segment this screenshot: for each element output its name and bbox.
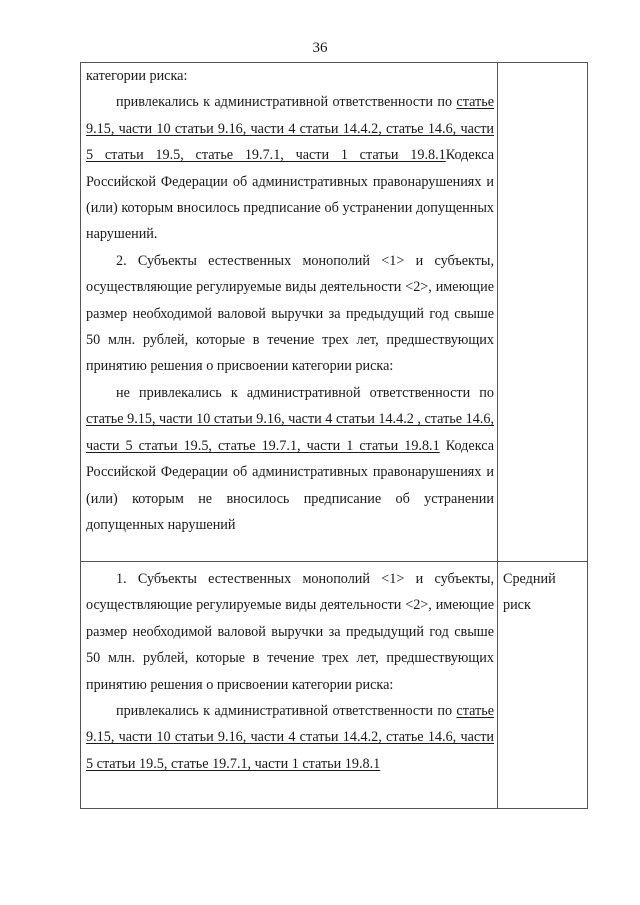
criteria-cell (81, 63, 498, 562)
paragraph (86, 89, 494, 247)
law-reference-link[interactable]: статье 9.15, части 10 статьи 9.16, части 4 статьи 14.4.2, статье 14.6, части 5 статьи 19.5, статье 19.7.1, части 1 статьи 19.8.1 (86, 94, 494, 164)
paragraph-text: привлекались к административной ответственности по (116, 94, 457, 111)
paragraph: 2. Субъекты естественных монополий <1> и субъекты, осуществляющие регулируемые виды деятельности <2>, имеющие размер необходимой валовой выручки за предыдущий год свыше 50 млн. рублей, которые в течение трех лет, предшествующих принятию решения о присвоении категории риска: (86, 252, 494, 375)
law-reference-link[interactable]: статье 9.15, части 10 статьи 9.16, части 4 статьи 14.4.2 , статье 14.6, части 5 статьи 19.5, статье 19.7.1, части 1 статьи 19.8.1 (86, 411, 494, 454)
risk-category-cell (498, 562, 588, 809)
law-reference-link[interactable]: статье 9.15, части 10 статьи 9.16, части 4 статьи 14.4.2, статье 14.6, части 5 статьи 19.5, статье 19.7.1, части 1 статьи 19.8.1 (86, 703, 494, 772)
risk-category (503, 63, 584, 67)
paragraph-text: привлекались к административной ответственности по (116, 703, 457, 720)
paragraph (86, 380, 494, 538)
paragraph-text: Кодекса Российской Федерации об административных правонарушениях и (или) которым вносилось предписание об устранении допущенных нарушений. (86, 147, 494, 243)
criteria-table (80, 62, 588, 809)
risk-category: Средний риск (503, 571, 556, 614)
paragraph (86, 698, 494, 777)
paragraph: 1. Субъекты естественных монополий <1> и субъекты, осуществляющие регулируемые виды деятельности <2>, имеющие размер необходимой валовой выручки за предыдущий год свыше 50 млн. рублей, которые в течение трех лет, предшествующих принятию решения о присвоении категории риска: (86, 571, 494, 693)
table-row (81, 63, 588, 562)
page-number: 36 (312, 40, 328, 56)
paragraph-text: Кодекса Российской Федерации об административных правонарушениях и (или) которым не вносилось предписание об устранении допущенных нарушений (86, 437, 495, 533)
risk-category-cell (498, 63, 588, 562)
paragraph: категории риска: (86, 68, 188, 84)
paragraph-text: не привлекались к административной ответственности по (116, 384, 494, 401)
table-row (81, 562, 588, 809)
criteria-cell (81, 562, 498, 809)
